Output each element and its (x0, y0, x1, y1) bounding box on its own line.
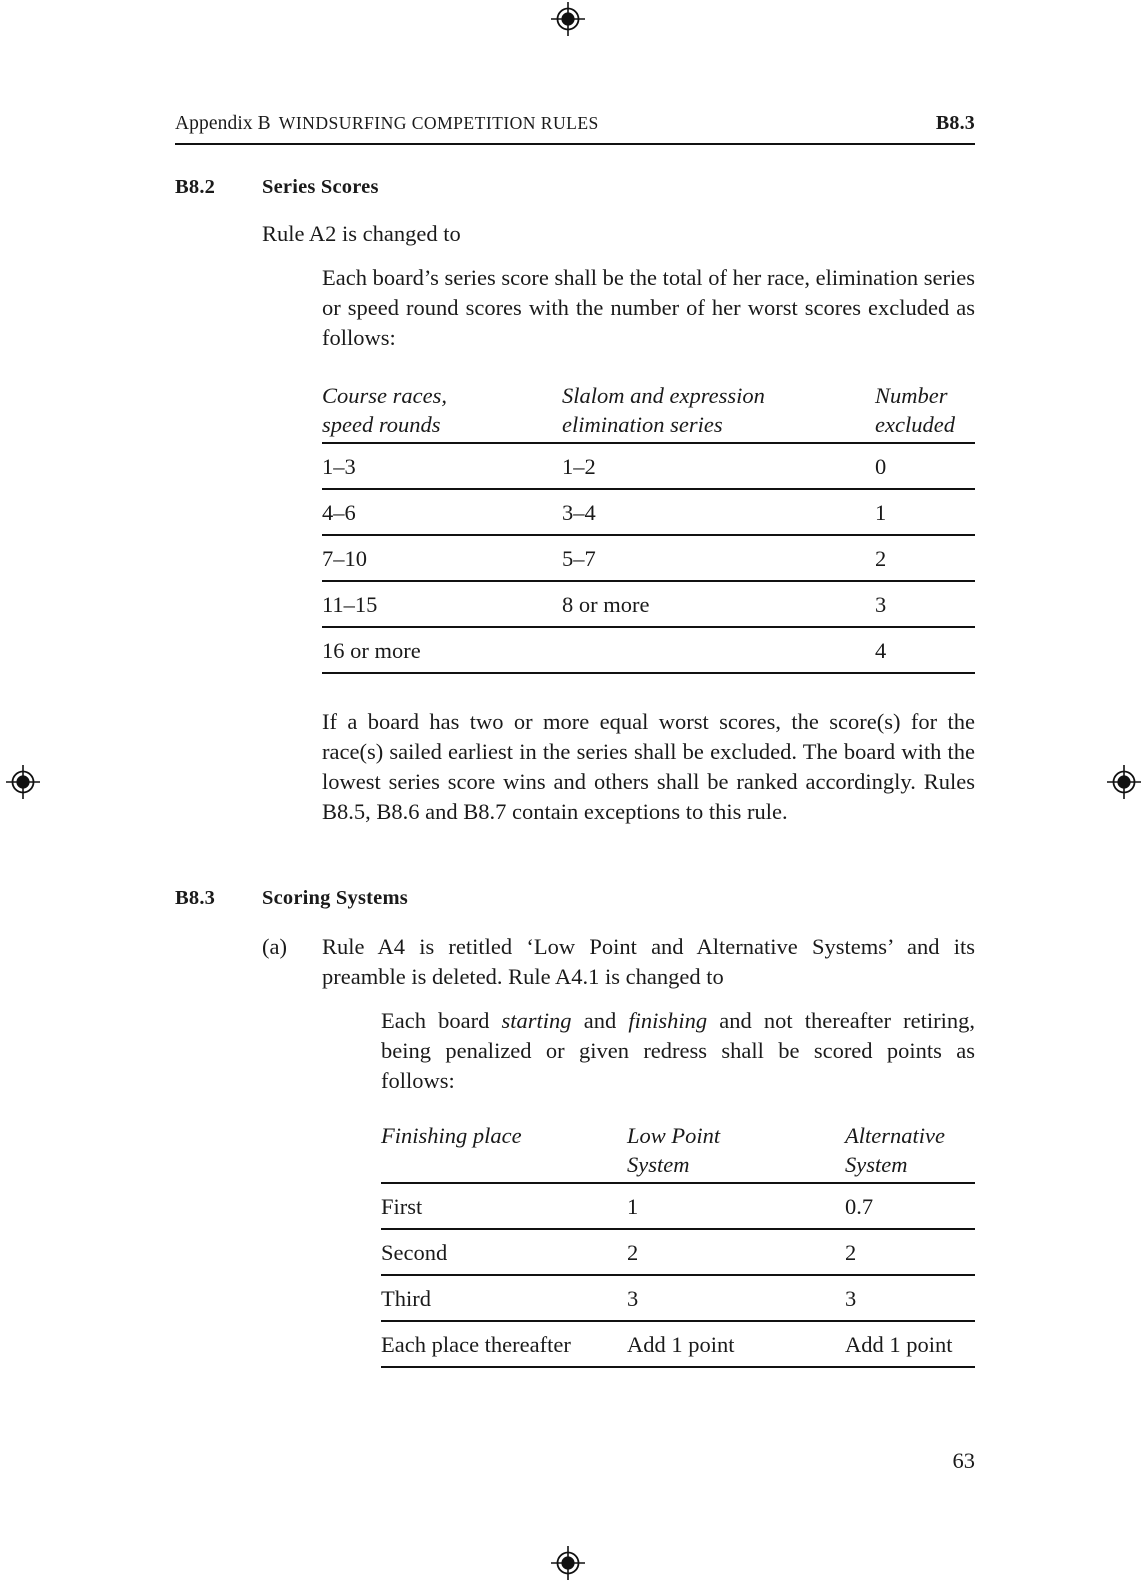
column-header-low-point-system (627, 1121, 845, 1183)
running-head-rule-ref: B8.3 (935, 112, 975, 134)
b82-body-text: Each board’s series score shall be the total of her race, elimination series or speed round scores with the number of her worst scores excluded as follows: (322, 265, 975, 350)
header-line-1: Low Point (627, 1123, 721, 1148)
sub-text-part-3: and not thereafter retiring, being penalized or given redress shall be scored points as follows: (381, 1008, 975, 1093)
header-line-2: excluded (875, 412, 955, 437)
running-head-appendix: Appendix B (175, 113, 271, 134)
header-line-2: elimination series (562, 412, 723, 437)
cell-low-point: 2 (627, 1229, 845, 1275)
table-row (322, 581, 975, 627)
cell-alternative: 2 (845, 1229, 975, 1275)
cell-number-excluded: 1 (875, 489, 975, 535)
cell-finishing-place: Third (381, 1275, 627, 1321)
cell-low-point: 1 (627, 1183, 845, 1229)
cell-course-races: 1–3 (322, 443, 562, 489)
column-header-course-races (322, 381, 562, 443)
cell-slalom-series: 3–4 (562, 489, 875, 535)
b83-sub-paragraph (381, 1006, 975, 1096)
table-row (381, 1183, 975, 1229)
b82-lead-text: Rule A2 is changed to (262, 221, 461, 246)
cell-slalom-series (562, 627, 875, 673)
list-item-label-a: (a) (262, 934, 287, 959)
cell-low-point: Add 1 point (627, 1321, 845, 1367)
cell-alternative: Add 1 point (845, 1321, 975, 1367)
cell-low-point: 3 (627, 1275, 845, 1321)
series-scores-table (322, 381, 975, 674)
page-number: 63 (952, 1448, 975, 1473)
scoring-points-table (381, 1121, 975, 1368)
cell-number-excluded: 3 (875, 581, 975, 627)
cell-course-races: 16 or more (322, 627, 562, 673)
header-line-2: System (627, 1152, 690, 1177)
table-row (381, 1229, 975, 1275)
cell-finishing-place: Second (381, 1229, 627, 1275)
column-header-number-excluded (875, 381, 975, 443)
table-header-row (322, 381, 975, 443)
running-head-left (175, 113, 599, 135)
cell-finishing-place: First (381, 1183, 627, 1229)
cell-slalom-series: 5–7 (562, 535, 875, 581)
table-header-row (381, 1121, 975, 1183)
column-header-slalom-expression (562, 381, 875, 443)
cell-number-excluded: 4 (875, 627, 975, 673)
cell-alternative: 0.7 (845, 1183, 975, 1229)
table-row (322, 627, 975, 673)
table-row (322, 535, 975, 581)
header-line-2: speed rounds (322, 412, 441, 437)
cell-number-excluded: 0 (875, 443, 975, 489)
running-head (175, 112, 975, 135)
cell-course-races: 7–10 (322, 535, 562, 581)
cell-finishing-place: Each place thereafter (381, 1321, 627, 1367)
cell-slalom-series: 8 or more (562, 581, 875, 627)
section-number-b83: B8.3 (175, 887, 216, 909)
header-line-1: Alternative (845, 1123, 945, 1148)
b83-item-a-text: Rule A4 is retitled ‘Low Point and Alternative Systems’ and its preamble is deleted. Rule A4.1 is changed to (322, 934, 975, 989)
header-line-1: Number (875, 383, 948, 408)
cell-slalom-series: 1–2 (562, 443, 875, 489)
b82-closing-text: If a board has two or more equal worst scores, the score(s) for the race(s) sailed earliest in the series shall be excluded. The board with the lowest series score wins and others shall be ranked accordingly. Rules B8.5, B8.6 and B8.7 contain exceptions to this rule. (322, 709, 975, 824)
section-title-b82: Series Scores (262, 176, 379, 198)
cell-alternative: 3 (845, 1275, 975, 1321)
sub-italic-finishing: finishing (628, 1008, 708, 1033)
header-line-1: Slalom and expression (562, 383, 765, 408)
table-row (322, 443, 975, 489)
table-row (381, 1275, 975, 1321)
cell-course-races: 4–6 (322, 489, 562, 535)
cell-course-races: 11–15 (322, 581, 562, 627)
section-number-b82: B8.2 (175, 176, 216, 198)
header-line-2: System (845, 1152, 908, 1177)
sub-italic-starting: starting (501, 1008, 572, 1033)
header-line-1: Finishing place (381, 1123, 522, 1148)
cell-number-excluded: 2 (875, 535, 975, 581)
header-line-1: Course races, (322, 383, 447, 408)
table-row (322, 489, 975, 535)
table-row (381, 1321, 975, 1367)
sub-text-part-1: Each board (381, 1008, 502, 1033)
column-header-finishing-place (381, 1121, 627, 1183)
sub-text-part-2: and (571, 1008, 629, 1033)
column-header-alternative-system (845, 1121, 975, 1183)
running-head-title: WINDSURFING COMPETITION RULES (278, 113, 599, 133)
section-title-b83: Scoring Systems (262, 887, 408, 909)
running-head-divider (175, 143, 975, 145)
